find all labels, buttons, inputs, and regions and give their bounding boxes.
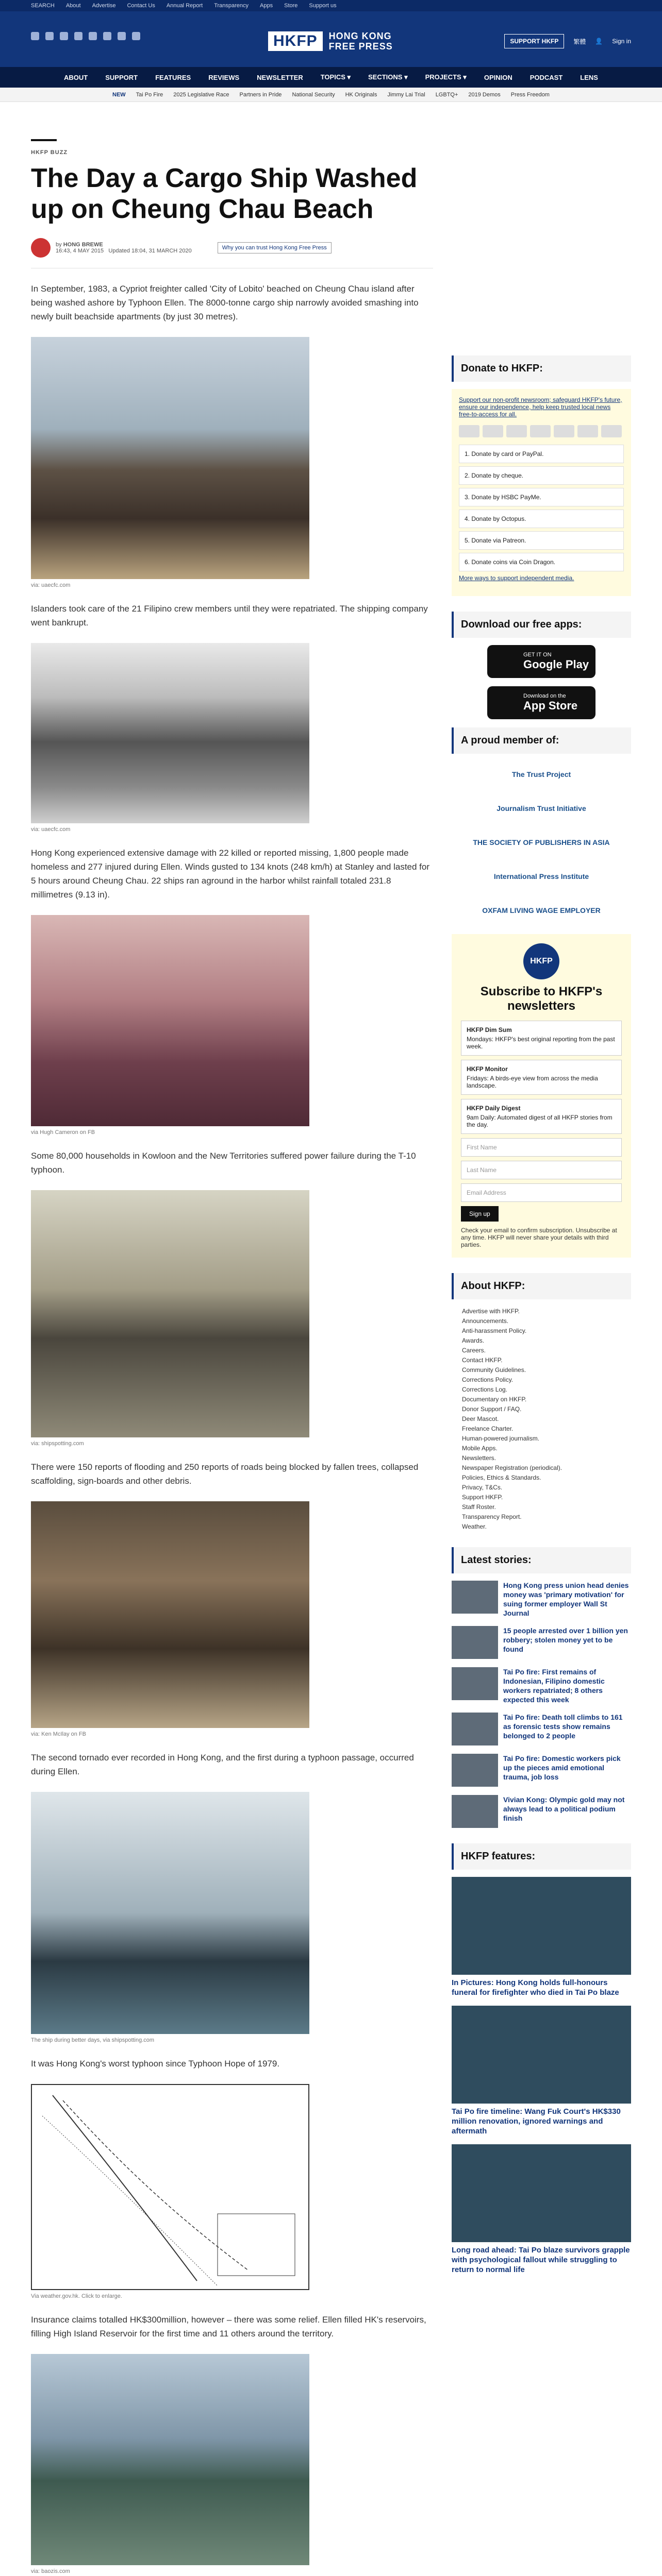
article-paragraph: In September, 1983, a Cypriot freighter called 'City of Lobito' beached on Cheung Chau island after being washed ashore by Typhoon Ellen. The 8000-tonne cargo ship narrowly avoided smashing into newly built beachside apartments (by just 30 metres).: [31, 284, 419, 321]
member-logo[interactable]: THE SOCIETY OF PUBLISHERS IN ASIA: [473, 838, 610, 846]
top-bar: [0, 0, 662, 11]
about-item[interactable]: Documentary on HKFP.: [462, 1396, 527, 1403]
donate-option[interactable]: 3. Donate by HSBC PayMe.: [459, 488, 624, 506]
trending-item[interactable]: HK Originals: [345, 91, 377, 98]
article: [31, 139, 433, 2576]
article-paragraph: Insurance claims totalled HK$300million, however – there was some relief. Ellen filled HK's reservoirs, filling High Island Reservoir for the first time and 11 others around the territory.: [31, 2315, 426, 2338]
donate-option[interactable]: 5. Donate via Patreon.: [459, 531, 624, 550]
about-item[interactable]: Staff Roster.: [462, 1503, 496, 1511]
story-headline: Vivian Kong: Olympic gold may not always lead to a political podium finish: [503, 1795, 625, 1822]
feature-story[interactable]: [452, 1877, 631, 1997]
about-item[interactable]: Anti-harassment Policy.: [462, 1327, 527, 1334]
feature-story[interactable]: [452, 2006, 631, 2136]
article-paragraph: Some 80,000 households in Kowloon and the New Territories suffered power failure during the T-10 typhoon.: [31, 1151, 416, 1175]
nav-projects[interactable]: PROJECTS ▾: [425, 73, 467, 81]
photo-caption: via: Ken McIlay on FB: [31, 1731, 86, 1737]
donate-option[interactable]: 1. Donate by card or PayPal.: [459, 445, 624, 463]
mail-icon[interactable]: [118, 32, 126, 40]
byline: [31, 238, 433, 268]
newsletter-option[interactable]: [461, 1021, 622, 1056]
support-hkfp-button[interactable]: SUPPORT HKFP: [504, 34, 564, 48]
about-item[interactable]: Mobile Apps.: [462, 1445, 498, 1452]
feature-image: [452, 2006, 631, 2104]
member-logo[interactable]: The Trust Project: [511, 770, 571, 778]
nav-reviews[interactable]: REVIEWS: [208, 73, 240, 81]
unionpay-icon: [530, 425, 551, 437]
nav-lens[interactable]: LENS: [580, 73, 598, 81]
about-list: [452, 1307, 631, 1532]
gplay-small: GET IT ON: [523, 652, 552, 658]
feature-headline: In Pictures: Hong Kong holds full-honours funeral for firefighter who died in Tai Po blaze: [452, 1978, 619, 1997]
photo-caption: via: uaecfc.com: [31, 826, 71, 833]
latest-story[interactable]: [452, 1754, 631, 1787]
threads-icon[interactable]: [74, 32, 82, 40]
topbar-support[interactable]: Support us: [309, 3, 337, 9]
donate-box: [452, 389, 631, 596]
latest-story[interactable]: [452, 1795, 631, 1828]
author-name[interactable]: HONG BREWE: [63, 242, 103, 248]
donate-option[interactable]: 2. Donate by cheque.: [459, 466, 624, 485]
typhoon-track-map[interactable]: [31, 2084, 309, 2290]
topbar-apps[interactable]: Apps: [260, 3, 273, 9]
rss-icon[interactable]: [132, 32, 140, 40]
latest-title: Latest stories:: [452, 1547, 631, 1573]
visa-icon: [483, 425, 503, 437]
nav-sections[interactable]: SECTIONS ▾: [368, 73, 408, 81]
topbar-contact[interactable]: Contact Us: [127, 3, 155, 9]
trending-item[interactable]: National Security: [292, 91, 335, 98]
ship-photo[interactable]: [31, 337, 309, 579]
trending-item[interactable]: 2025 Legislative Race: [173, 91, 229, 98]
publish-date: 16:43, 4 MAY 2015: [56, 248, 104, 254]
about-item[interactable]: Support HKFP.: [462, 1494, 503, 1501]
article-paragraph: It was Hong Kong's worst typhoon since Typhoon Hope of 1979.: [31, 2059, 280, 2069]
member-logo[interactable]: International Press Institute: [493, 872, 589, 880]
logo-line2: FREE PRESS: [328, 41, 393, 52]
feature-story[interactable]: [452, 2144, 631, 2275]
donate-title: Donate to HKFP:: [452, 355, 631, 382]
article-paragraph: There were 150 reports of flooding and 250 reports of roads being blocked by fallen trees, collapsed scaffolding, sign-boards and other debris.: [31, 1462, 419, 1486]
trust-link[interactable]: Why you can trust Hong Kong Free Press: [218, 242, 332, 253]
twitter-icon[interactable]: [31, 32, 39, 40]
app-store-badge[interactable]: [487, 686, 595, 719]
trending-item[interactable]: LGBTQ+: [435, 91, 458, 98]
paypal-icon: [577, 425, 598, 437]
appstore-big: App Store: [523, 699, 578, 712]
trending-item[interactable]: 2019 Demos: [468, 91, 501, 98]
ship-photo[interactable]: [31, 643, 309, 823]
topbar-store[interactable]: Store: [284, 3, 298, 9]
trending-item[interactable]: Press Freedom: [510, 91, 550, 98]
more-ways-link[interactable]: More ways to support independent media.: [459, 574, 574, 582]
story-headline: 15 people arrested over 1 billion yen robbery; stolen money yet to be found: [503, 1626, 628, 1653]
about-item[interactable]: Deer Mascot.: [462, 1415, 499, 1422]
story-thumbnail: [452, 1667, 498, 1700]
newsletter-option[interactable]: [461, 1099, 622, 1134]
last-name-field[interactable]: Last Name: [461, 1161, 622, 1179]
about-item[interactable]: Transparency Report.: [462, 1513, 522, 1520]
new-badge: NEW: [112, 91, 126, 98]
newsletter-note: Check your email to confirm subscription. Unsubscribe at any time. HKFP will never share your details with third parties.: [461, 1227, 617, 1248]
nav-opinion[interactable]: OPINION: [484, 73, 512, 81]
newsletter-option[interactable]: [461, 1060, 622, 1095]
photo-caption: via Hugh Cameron on FB: [31, 1129, 95, 1136]
facebook-icon[interactable]: [45, 32, 54, 40]
about-item[interactable]: Contact HKFP.: [462, 1357, 503, 1364]
topbar-advertise[interactable]: Advertise: [92, 3, 116, 9]
features-title: HKFP features:: [452, 1843, 631, 1870]
author-avatar: [31, 238, 51, 258]
trending-item[interactable]: Partners in Pride: [239, 91, 282, 98]
newsletter-title: Subscribe to HKFP's newsletters: [480, 985, 603, 1013]
social-links: [31, 32, 140, 40]
applepay-icon: [601, 425, 622, 437]
about-title: About HKFP:: [452, 1273, 631, 1299]
jcb-icon: [554, 425, 574, 437]
logo-mark: HKFP: [268, 31, 323, 51]
story-thumbnail: [452, 1754, 498, 1787]
member-title: A proud member of:: [452, 727, 631, 754]
payment-methods: [459, 425, 624, 437]
option-name: HKFP Daily Digest: [467, 1105, 521, 1112]
gplay-big: Google Play: [523, 658, 589, 671]
about-item[interactable]: Donor Support / FAQ.: [462, 1405, 522, 1413]
feature-image: [452, 1877, 631, 1975]
about-item[interactable]: Careers.: [462, 1347, 486, 1354]
instagram-icon[interactable]: [60, 32, 68, 40]
amex-icon: [506, 425, 527, 437]
option-desc: 9am Daily: Automated digest of all HKFP stories from the day.: [467, 1114, 613, 1128]
photo-caption: via: uaecfc.com: [31, 582, 71, 588]
ship-photo[interactable]: [31, 1501, 309, 1728]
about-item[interactable]: Policies, Ethics & Standards.: [462, 1474, 541, 1481]
article-title: The Day a Cargo Ship Washed up on Cheung Chau Beach: [31, 163, 418, 224]
main-nav: [0, 67, 662, 88]
about-item[interactable]: Newspaper Registration (periodical).: [462, 1464, 562, 1471]
mastercard-icon: [459, 425, 479, 437]
about-item[interactable]: Awards.: [462, 1337, 485, 1344]
apps-title: Download our free apps:: [452, 612, 631, 638]
site-logo[interactable]: [268, 31, 393, 52]
appstore-small: Download on the: [523, 693, 566, 699]
donate-intro-link[interactable]: Support our non-profit newsroom; safeguard HKFP's future, ensure our independence, help keep trusted local news free-to-access for all.: [459, 396, 622, 418]
nav-about[interactable]: ABOUT: [64, 73, 88, 81]
member-logo[interactable]: OXFAM LIVING WAGE EMPLOYER: [482, 906, 601, 914]
story-thumbnail: [452, 1713, 498, 1745]
telegram-icon[interactable]: [103, 32, 111, 40]
donate-option[interactable]: 6. Donate coins via Coin Dragon.: [459, 553, 624, 571]
photo-caption: via: baozis.com: [31, 2568, 70, 2574]
story-thumbnail: [452, 1581, 498, 1614]
byline-text: by HONG BREWE 16:43, 4 MAY 2015 Updated 18:04, 31 MARCH 2020: [56, 242, 192, 254]
topbar-search[interactable]: SEARCH: [31, 3, 55, 9]
ship-photo[interactable]: [31, 2354, 309, 2565]
about-item[interactable]: Human-powered journalism.: [462, 1435, 540, 1442]
article-paragraph: Islanders took care of the 21 Filipino crew members until they were repatriated. The shipping company went bankrupt.: [31, 604, 428, 628]
topbar-transparency[interactable]: Transparency: [214, 3, 249, 9]
story-headline: Tai Po fire: First remains of Indonesian, Filipino domestic workers repatriated; 8 others expected this week: [503, 1668, 605, 1704]
story-thumbnail: [452, 1795, 498, 1828]
track-map-lines: [32, 2085, 308, 2289]
option-desc: Mondays: HKFP's best original reporting from the past week.: [467, 1036, 615, 1050]
site-header: [0, 11, 662, 67]
header-actions: [504, 34, 631, 48]
hkfp-badge: HKFP: [523, 943, 559, 979]
logo-line1: HONG KONG: [328, 31, 392, 41]
story-headline: Hong Kong press union head denies money was 'primary motivation' for suing former employer Wall St Journal: [503, 1581, 629, 1617]
sidebar: [452, 355, 631, 2283]
trending-item[interactable]: Tai Po Fire: [136, 91, 163, 98]
article-paragraph: Hong Kong experienced extensive damage with 22 killed or reported missing, 1,800 people made homeless and 277 injured during Ellen. Winds gusted to 134 knots (248 km/h) at Stanley and lasted for 5 hours around Cheung Chau. 22 ships ran aground in the harbor whilst rainfall totaled 231.8 millimetres (9.13 in).: [31, 848, 430, 900]
story-headline: Tai Po fire: Domestic workers pick up the pieces amid emotional trauma, job loss: [503, 1754, 621, 1781]
first-name-field[interactable]: First Name: [461, 1138, 622, 1157]
feature-headline: Long road ahead: Tai Po blaze survivors grapple with psychological fallout while struggling to return to normal life: [452, 2246, 630, 2274]
nav-newsletter[interactable]: NEWSLETTER: [257, 73, 303, 81]
trending-bar: [0, 88, 662, 102]
google-play-badge[interactable]: [487, 645, 595, 678]
email-field[interactable]: Email Address: [461, 1183, 622, 1202]
about-item[interactable]: Privacy, T&Cs.: [462, 1484, 503, 1491]
about-item[interactable]: Announcements.: [462, 1317, 509, 1325]
about-item[interactable]: Corrections Log.: [462, 1386, 508, 1393]
about-item[interactable]: Community Guidelines.: [462, 1366, 526, 1374]
feature-headline: Tai Po fire timeline: Wang Fuk Court's HK$330 million renovation, ignored warnings and aftermath: [452, 2107, 621, 2136]
ship-photo[interactable]: [31, 915, 309, 1126]
about-item[interactable]: Advertise with HKFP.: [462, 1308, 520, 1315]
story-headline: Tai Po fire: Death toll climbs to 161 as forensic tests show remains belonged to 2 people: [503, 1713, 623, 1740]
youtube-icon[interactable]: [89, 32, 97, 40]
article-paragraph: The second tornado ever recorded in Hong Kong, and the first during a typhoon passage, occurred during Ellen.: [31, 1753, 414, 1776]
language-toggle[interactable]: 繁體: [573, 38, 586, 45]
ship-photo[interactable]: [31, 1792, 309, 2034]
about-item[interactable]: Newsletters.: [462, 1454, 496, 1462]
title-rule: [31, 139, 57, 141]
about-item[interactable]: Corrections Policy.: [462, 1376, 514, 1383]
member-logo[interactable]: Journalism Trust Initiative: [496, 804, 586, 812]
photo-caption: Via weather.gov.hk. Click to enlarge.: [31, 2293, 122, 2299]
trending-item[interactable]: Jimmy Lai Trial: [387, 91, 425, 98]
user-icon[interactable]: 👤: [595, 38, 603, 45]
option-desc: Fridays: A birds-eye view from across the media landscape.: [467, 1075, 598, 1089]
option-name: HKFP Dim Sum: [467, 1026, 512, 1033]
newsletter-box: [452, 934, 631, 1258]
signup-button[interactable]: Sign up: [461, 1206, 499, 1222]
updated-date: Updated 18:04, 31 MARCH 2020: [108, 248, 192, 254]
topbar-about[interactable]: About: [65, 3, 81, 9]
latest-story[interactable]: [452, 1667, 631, 1704]
nav-topics[interactable]: TOPICS ▾: [320, 73, 351, 81]
photo-caption: The ship during better days, via shipspotting.com: [31, 2037, 155, 2043]
nav-podcast[interactable]: PODCAST: [529, 73, 563, 81]
nav-support[interactable]: SUPPORT: [105, 73, 138, 81]
article-kicker[interactable]: HKFP BUZZ: [31, 149, 68, 156]
photo-caption: via: shipspotting.com: [31, 1440, 84, 1447]
donate-option[interactable]: 4. Donate by Octopus.: [459, 510, 624, 528]
option-name: HKFP Monitor: [467, 1065, 508, 1073]
about-item[interactable]: Freelance Charter.: [462, 1425, 514, 1432]
ship-photo[interactable]: [31, 1190, 309, 1437]
nav-features[interactable]: FEATURES: [155, 73, 191, 81]
logo-text: [329, 31, 393, 52]
story-thumbnail: [452, 1626, 498, 1659]
latest-story[interactable]: [452, 1581, 631, 1618]
topbar-annual-report[interactable]: Annual Report: [166, 3, 203, 9]
latest-story[interactable]: [452, 1626, 631, 1659]
feature-image: [452, 2144, 631, 2242]
sign-in-link[interactable]: Sign in: [612, 38, 631, 45]
about-item[interactable]: Weather.: [462, 1523, 487, 1530]
latest-story[interactable]: [452, 1713, 631, 1745]
